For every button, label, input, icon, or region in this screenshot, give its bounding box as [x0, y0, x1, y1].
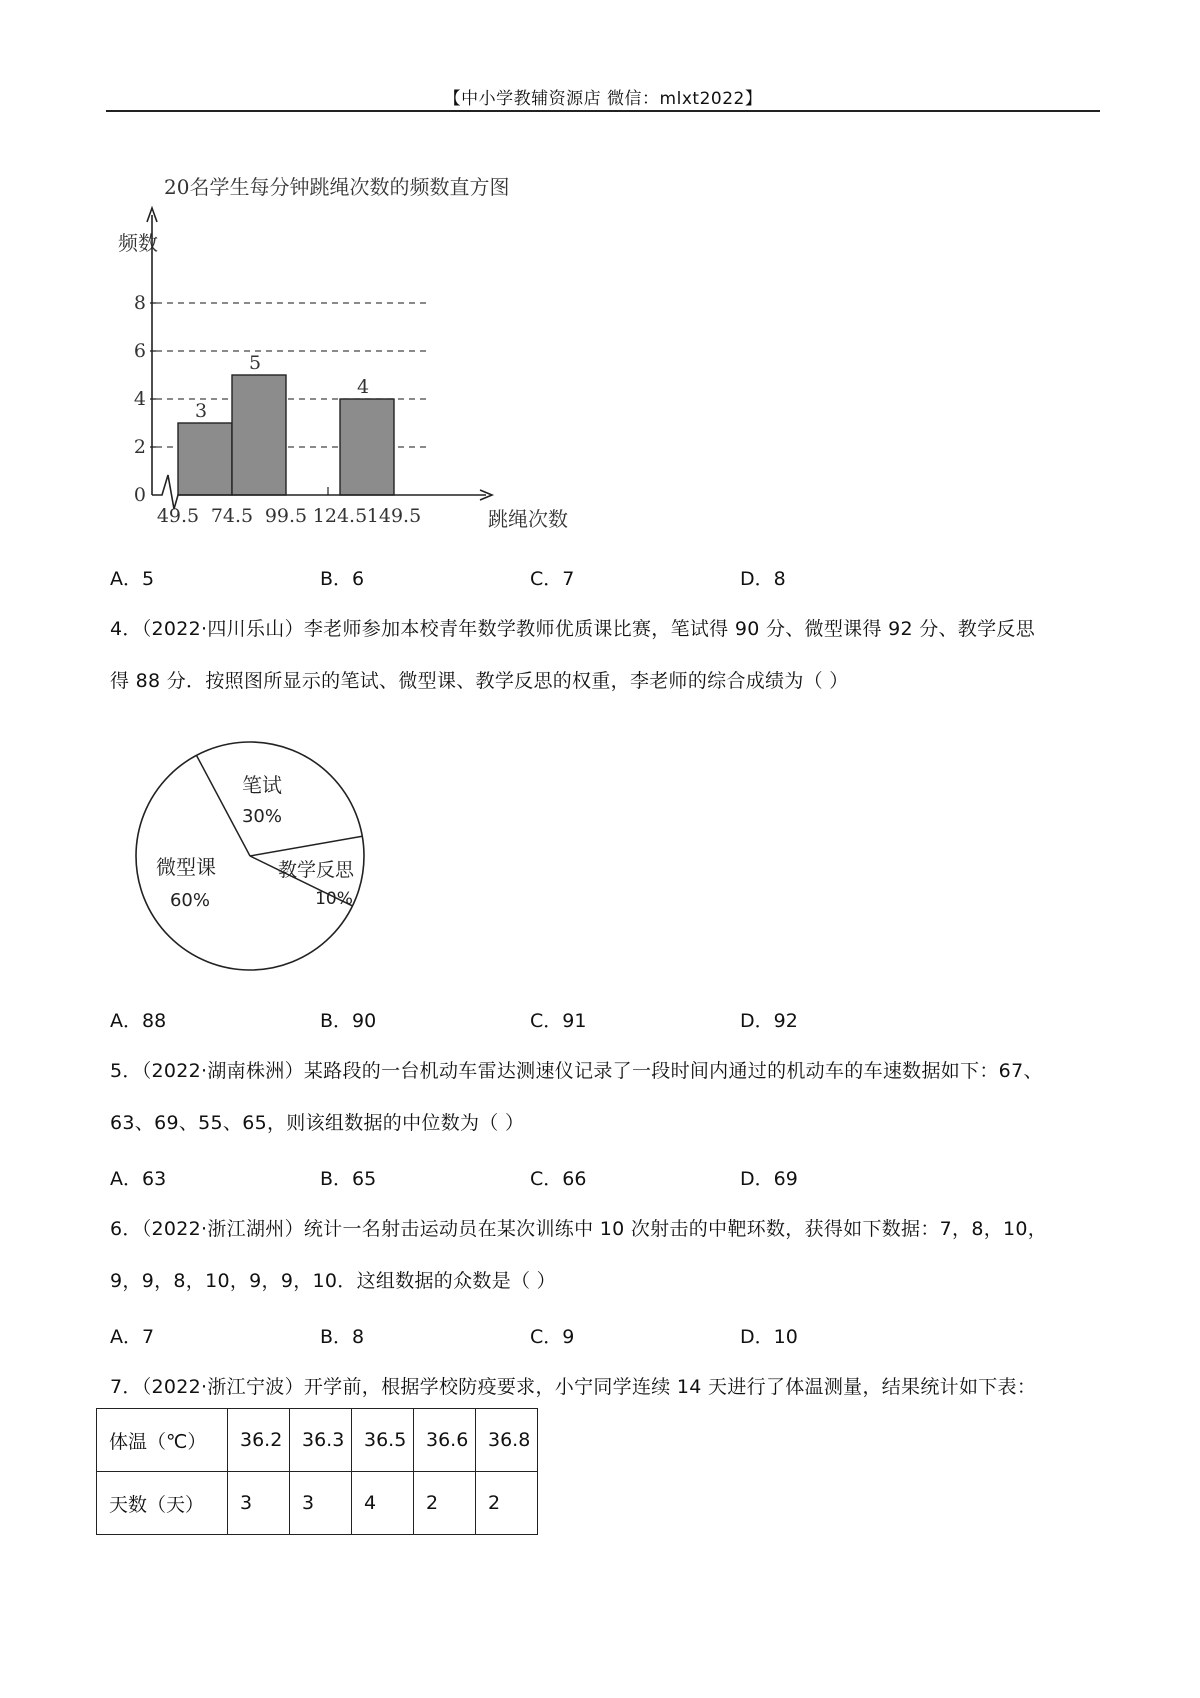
q3-option-c: C．7 [530, 568, 575, 590]
chart-title: 20名学生每分钟跳绳次数的频数直方图 [164, 175, 510, 199]
q6-text-line2: 9，9，8，10，9，9，10．这组数据的众数是（ ） [110, 1270, 556, 1292]
table-cell: 36.2 [228, 1409, 290, 1472]
q7-text-line1: 7．（2022·浙江宁波）开学前，根据学校防疫要求，小宁同学连续 14 天进行了体温测量，结果统计如下表： [110, 1376, 1037, 1398]
q4-option-a: A．88 [110, 1010, 167, 1032]
q3-option-b: B．6 [320, 568, 365, 590]
q5-option-a: A．63 [110, 1168, 167, 1190]
table-row [97, 1472, 538, 1535]
pie-label-bishi: 笔试 [242, 773, 282, 797]
table-cell: 3 [290, 1472, 352, 1535]
pie-label-weixing: 微型课 [156, 855, 216, 879]
table-cell: 36.3 [290, 1409, 352, 1472]
histogram-bar [232, 375, 286, 495]
bar-value-label: 4 [356, 376, 370, 398]
q4-text-line2: 得 88 分．按照图所显示的笔试、微型课、教学反思的权重，李老师的综合成绩为（ ） [110, 670, 849, 692]
temperature-table [96, 1408, 538, 1535]
table-cell: 36.5 [352, 1409, 414, 1472]
x-tick-label: 74.5 [210, 505, 254, 527]
x-tick-label: 99.5 [264, 505, 308, 527]
q6-option-d: D．10 [740, 1326, 798, 1348]
q5-option-d: D．69 [740, 1168, 798, 1190]
histogram-bar [340, 399, 394, 495]
table-cell: 4 [352, 1472, 414, 1535]
bar-value-label: 3 [194, 400, 208, 422]
q4-option-d: D．92 [740, 1010, 798, 1032]
q4-option-c: C．91 [530, 1010, 587, 1032]
q6-option-c: C．9 [530, 1326, 575, 1348]
q3-option-d: D．8 [740, 568, 786, 590]
y-tick-label: 4 [133, 388, 146, 410]
y-tick-label: 2 [133, 436, 146, 458]
q5-text-line1: 5．（2022·湖南株洲）某路段的一台机动车雷达测速仪记录了一段时间内通过的机动车的车速数据如下：67、 [110, 1060, 1043, 1082]
table-header-cell: 体温（℃） [97, 1409, 228, 1472]
y-axis-label: 频数 [118, 231, 158, 255]
y-tick-label: 6 [133, 340, 146, 362]
table-header-cell: 天数（天） [97, 1472, 228, 1535]
table-cell: 2 [414, 1472, 476, 1535]
histogram-chart [100, 160, 620, 540]
q5-option-b: B．65 [320, 1168, 377, 1190]
bar-value-label: 5 [248, 352, 262, 374]
table-cell: 3 [228, 1472, 290, 1535]
q6-text-line1: 6．（2022·浙江湖州）统计一名射击运动员在某次训练中 10 次射击的中靶环数，获得如下数据：7，8，10， [110, 1218, 1048, 1240]
x-tick-label: 124.5 [312, 505, 368, 527]
q3-option-a: A．5 [110, 568, 155, 590]
q5-text-line2: 63、69、55、65，则该组数据的中位数为（ ） [110, 1112, 525, 1134]
x-axis-label: 跳绳次数 [488, 507, 568, 531]
q6-option-b: B．8 [320, 1326, 365, 1348]
table-row [97, 1409, 538, 1472]
y-tick-label: 0 [133, 484, 146, 506]
q6-option-a: A．7 [110, 1326, 155, 1348]
pie-percent-bishi: 30% [241, 806, 283, 827]
pie-label-jiaoxue: 教学反思 [277, 859, 355, 881]
table-cell: 2 [476, 1472, 538, 1535]
pie-percent-weixing: 60% [169, 890, 211, 911]
pie-percent-jiaoxue: 10% [315, 889, 353, 909]
q5-option-c: C．66 [530, 1168, 587, 1190]
table-cell: 36.8 [476, 1409, 538, 1472]
table-cell: 36.6 [414, 1409, 476, 1472]
histogram-bar [178, 423, 232, 495]
q4-text-line1: 4．（2022·四川乐山）李老师参加本校青年数学教师优质课比赛，笔试得 90 分、微型课得 92 分、教学反思 [110, 618, 1035, 640]
page-header: 【中小学教辅资源店 微信：mlxt2022】 [443, 89, 763, 109]
header-rule [106, 110, 1100, 112]
x-tick-label: 149.5 [366, 505, 422, 527]
y-tick-label: 8 [133, 292, 146, 314]
x-tick-label: 49.5 [156, 505, 200, 527]
pie-chart [120, 726, 380, 986]
q4-option-b: B．90 [320, 1010, 377, 1032]
